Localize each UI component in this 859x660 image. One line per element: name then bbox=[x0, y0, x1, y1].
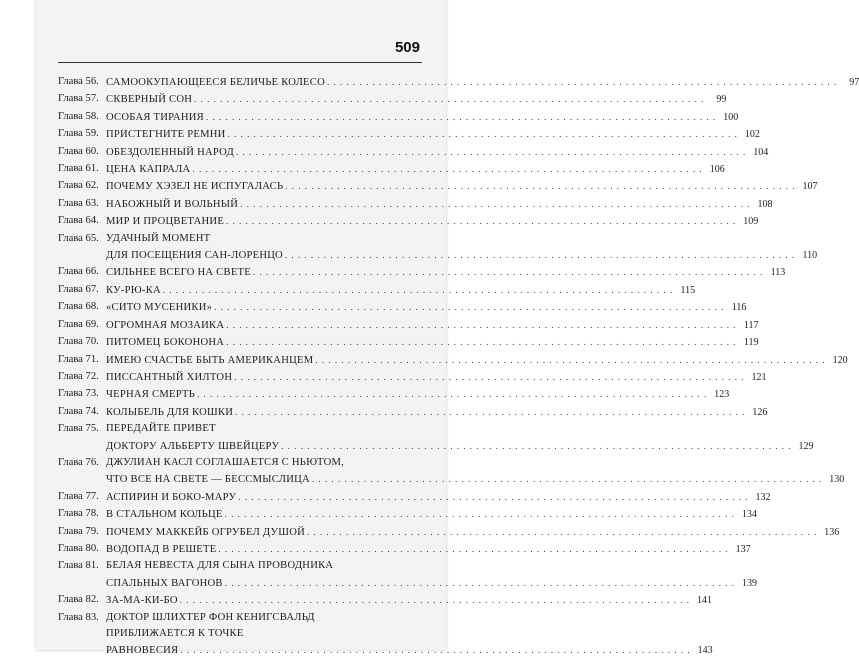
chapter-title-block bbox=[106, 196, 772, 213]
toc-entry bbox=[58, 558, 757, 592]
chapter-title-block bbox=[106, 489, 770, 506]
chapter-title: ПЕРЕДАЙТЕ ПРИВЕТ bbox=[106, 423, 216, 435]
chapter-title-line bbox=[106, 610, 713, 626]
chapter-title-line bbox=[106, 541, 751, 558]
chapter-page-number: 115 bbox=[680, 284, 696, 296]
toc-entry bbox=[58, 144, 769, 161]
chapter-label: Глава 77. bbox=[58, 490, 99, 502]
dot-leader bbox=[236, 144, 746, 160]
chapter-title-line bbox=[106, 558, 757, 574]
dot-leader bbox=[235, 404, 745, 420]
toc-entry bbox=[58, 317, 759, 334]
toc-entry bbox=[58, 282, 696, 299]
chapter-page-number: 137 bbox=[735, 543, 751, 555]
dot-leader bbox=[206, 109, 716, 125]
dot-leader bbox=[218, 541, 728, 557]
chapter-label: Глава 79. bbox=[58, 525, 99, 537]
chapter-title: АСПИРИН И БОКО-МАРУ bbox=[106, 491, 237, 503]
chapter-title-line bbox=[106, 404, 767, 421]
chapter-title-block bbox=[106, 74, 859, 91]
dot-leader bbox=[281, 438, 791, 454]
dot-leader bbox=[315, 352, 825, 368]
chapter-title-line bbox=[106, 592, 712, 609]
dot-leader bbox=[238, 489, 748, 505]
chapter-label: Глава 61. bbox=[58, 163, 99, 175]
chapter-title-block bbox=[106, 421, 813, 455]
chapter-page-number: 108 bbox=[757, 198, 773, 210]
chapter-title: ЗА-МА-КИ-БО bbox=[106, 595, 178, 607]
chapter-title-block bbox=[106, 352, 848, 369]
chapter-title: ДОКТОРУ АЛЬБЕРТУ ШВЕЙЦЕРУ bbox=[106, 440, 280, 452]
toc-entry bbox=[58, 369, 767, 386]
toc-entry bbox=[58, 126, 760, 143]
chapter-title: ИМЕЮ СЧАСТЬЕ БЫТЬ АМЕРИКАНЦЕМ bbox=[106, 354, 314, 366]
chapter-label: Глава 64. bbox=[58, 215, 99, 227]
chapter-title-line bbox=[106, 91, 726, 108]
chapter-label: Глава 74. bbox=[58, 405, 99, 417]
chapter-title: ПРИБЛИЖАЕТСЯ К ТОЧКЕ bbox=[106, 628, 244, 639]
chapter-title-line bbox=[106, 282, 695, 299]
chapter-page-number: 100 bbox=[723, 111, 739, 123]
chapter-page-number: 102 bbox=[744, 129, 760, 141]
chapter-label: Глава 70. bbox=[58, 336, 99, 348]
toc-entry bbox=[58, 592, 712, 609]
toc-entry bbox=[58, 610, 713, 660]
dot-leader bbox=[226, 334, 736, 350]
chapter-title-line bbox=[106, 299, 746, 316]
chapter-title-line bbox=[106, 352, 848, 369]
chapter-title-line bbox=[106, 626, 713, 642]
chapter-title-line bbox=[106, 178, 818, 195]
chapter-label: Глава 57. bbox=[58, 93, 99, 105]
dot-leader bbox=[225, 575, 735, 591]
dot-leader bbox=[192, 161, 702, 177]
chapter-title-line bbox=[106, 524, 839, 541]
chapter-title: ПИССАНТНЫЙ ХИЛТОН bbox=[106, 371, 233, 383]
toc-entry bbox=[58, 178, 818, 195]
chapter-label: Глава 58. bbox=[58, 110, 99, 122]
dot-leader bbox=[228, 126, 738, 142]
chapter-page-number: 97 bbox=[849, 77, 859, 88]
chapter-label: Глава 67. bbox=[58, 283, 99, 295]
chapter-title-block bbox=[106, 558, 757, 592]
chapter-title-block bbox=[106, 334, 758, 351]
chapter-title: САМООКУПАЮЩЕЕСЯ БЕЛИЧЬЕ КОЛЕСО bbox=[106, 77, 325, 88]
chapter-title: ОБЕЗДОЛЕННЫЙ НАРОД bbox=[106, 146, 235, 158]
chapter-label: Глава 82. bbox=[58, 594, 99, 606]
chapter-page-number: 141 bbox=[697, 595, 712, 607]
chapter-title-line bbox=[106, 109, 738, 126]
chapter-title: ЧТО ВСЕ НА СВЕТЕ — БЕССМЫСЛИЦА bbox=[106, 474, 310, 486]
chapter-page-number: 136 bbox=[824, 526, 840, 538]
chapter-title-block bbox=[106, 386, 729, 403]
chapter-label: Глава 83. bbox=[58, 611, 99, 623]
toc-entry bbox=[58, 404, 768, 421]
chapter-title: «СИТО МУСЕНИКИ» bbox=[106, 302, 213, 314]
chapter-title-block bbox=[106, 506, 757, 523]
chapter-title-line bbox=[106, 471, 844, 488]
chapter-page-number: 116 bbox=[731, 302, 747, 314]
toc-entry bbox=[58, 352, 848, 369]
chapter-title: В СТАЛЬНОМ КОЛЬЦЕ bbox=[106, 509, 223, 521]
chapter-title: НАБОЖНЫЙ И ВОЛЬНЫЙ bbox=[106, 198, 239, 210]
chapter-page-number: 139 bbox=[742, 577, 757, 589]
chapter-title-block bbox=[106, 404, 767, 421]
chapter-title-line bbox=[106, 144, 768, 161]
chapter-title-line bbox=[106, 506, 757, 523]
chapter-title: РАВНОВЕСИЯ bbox=[106, 645, 179, 657]
chapter-page-number: 121 bbox=[751, 371, 767, 383]
dot-leader bbox=[197, 386, 707, 402]
chapter-page-number: 120 bbox=[832, 354, 848, 366]
toc-entry bbox=[58, 524, 840, 541]
chapter-title-line bbox=[106, 161, 725, 178]
dot-leader bbox=[163, 282, 673, 298]
chapter-title-block bbox=[106, 299, 746, 316]
chapter-title-block bbox=[106, 541, 751, 558]
chapter-title: ВОДОПАД В РЕШЕТЕ bbox=[106, 543, 217, 555]
toc-entry bbox=[58, 541, 751, 558]
chapter-page-number: 129 bbox=[798, 440, 814, 452]
chapter-title-block bbox=[106, 455, 844, 489]
chapter-title-line bbox=[106, 334, 758, 351]
chapter-title: КУ-РЮ-КА bbox=[106, 284, 161, 296]
chapter-label: Глава 65. bbox=[58, 232, 99, 244]
chapter-title-line bbox=[106, 264, 785, 281]
chapter-title-line bbox=[106, 74, 859, 91]
dot-leader bbox=[234, 369, 744, 385]
chapter-title: СКВЕРНЫЙ СОН bbox=[106, 94, 193, 106]
chapter-title-line bbox=[106, 213, 758, 230]
chapter-title: ПОЧЕМУ ХЭЗЕЛ НЕ ИСПУГАЛАСЬ bbox=[106, 181, 284, 193]
chapter-title-block bbox=[106, 317, 759, 334]
chapter-page-number: 117 bbox=[743, 319, 759, 331]
chapter-title-block bbox=[106, 524, 839, 541]
toc-entry bbox=[58, 109, 739, 126]
dot-leader bbox=[312, 471, 822, 487]
chapter-title-line bbox=[106, 247, 817, 264]
chapter-title-line bbox=[106, 421, 813, 437]
chapter-label: Глава 78. bbox=[58, 508, 99, 520]
chapter-title: ОГРОМНАЯ МОЗАИКА bbox=[106, 319, 225, 331]
toc-entry bbox=[58, 74, 859, 91]
chapter-title-block bbox=[106, 91, 726, 108]
dot-leader bbox=[307, 524, 817, 540]
toc-entry bbox=[58, 196, 773, 213]
chapter-page-number: 123 bbox=[714, 389, 730, 401]
chapter-page-number: 130 bbox=[829, 474, 845, 486]
table-of-contents bbox=[58, 74, 859, 660]
toc-entry bbox=[58, 213, 759, 230]
chapter-title: ПРИСТЕГНИТЕ РЕМНИ bbox=[106, 129, 226, 141]
chapter-title: ЧЕРНАЯ СМЕРТЬ bbox=[106, 389, 196, 401]
toc-entry bbox=[58, 455, 845, 489]
chapter-title-line bbox=[106, 575, 757, 592]
chapter-title-block bbox=[106, 610, 713, 660]
chapter-label: Глава 62. bbox=[58, 180, 99, 192]
dot-leader bbox=[180, 642, 690, 658]
dot-leader bbox=[327, 74, 837, 90]
dot-leader bbox=[285, 178, 795, 194]
chapter-page-number: 143 bbox=[697, 645, 713, 657]
dot-leader bbox=[226, 213, 736, 229]
chapter-title: ОСОБАЯ ТИРАНИЯ bbox=[106, 111, 204, 123]
chapter-title-line bbox=[106, 196, 772, 213]
chapter-label: Глава 71. bbox=[58, 353, 99, 365]
book-page bbox=[36, 0, 859, 657]
chapter-label: Глава 59. bbox=[58, 128, 99, 140]
toc-entry bbox=[58, 299, 747, 316]
chapter-title: ДОКТОР ШЛИХТЕР ФОН КЕНИГСВАЛЬД bbox=[106, 611, 315, 623]
chapter-title-block bbox=[106, 109, 738, 126]
dot-leader bbox=[214, 299, 724, 315]
chapter-label: Глава 80. bbox=[58, 542, 99, 554]
dot-leader bbox=[253, 264, 763, 280]
chapter-label: Глава 66. bbox=[58, 266, 99, 278]
chapter-title-block bbox=[106, 282, 695, 299]
chapter-label: Глава 68. bbox=[58, 301, 99, 313]
dot-leader bbox=[226, 317, 736, 333]
chapter-page-number: 113 bbox=[770, 267, 786, 279]
chapter-title-line bbox=[106, 369, 766, 386]
dot-leader bbox=[194, 91, 704, 107]
chapter-title-line bbox=[106, 489, 770, 506]
chapter-title-block bbox=[106, 592, 712, 609]
dot-leader bbox=[240, 196, 750, 212]
toc-entry bbox=[58, 506, 757, 523]
chapter-title-block bbox=[106, 213, 758, 230]
chapter-title: ЦЕНА КАПРАЛА bbox=[106, 164, 191, 176]
chapter-page-number: 104 bbox=[753, 146, 769, 158]
chapter-title-block bbox=[106, 126, 760, 143]
chapter-title-block bbox=[106, 369, 766, 386]
chapter-title-line bbox=[106, 231, 817, 247]
chapter-title-line bbox=[106, 438, 813, 455]
dot-leader bbox=[285, 247, 795, 263]
toc-entry bbox=[58, 264, 786, 281]
chapter-title: СПАЛЬНЫХ ВАГОНОВ bbox=[106, 577, 223, 589]
chapter-title-block bbox=[106, 264, 785, 281]
chapter-page-number: 134 bbox=[741, 509, 757, 521]
chapter-page-number: 110 bbox=[802, 250, 818, 262]
chapter-title-line bbox=[106, 455, 844, 471]
chapter-label: Глава 73. bbox=[58, 388, 99, 400]
dot-leader bbox=[180, 592, 690, 608]
chapter-page-number: 132 bbox=[755, 491, 771, 503]
chapter-page-number: 99 bbox=[716, 94, 727, 106]
chapter-label: Глава 75. bbox=[58, 423, 99, 435]
chapter-label: Глава 81. bbox=[58, 560, 99, 572]
chapter-page-number: 119 bbox=[743, 337, 759, 349]
chapter-title-line bbox=[106, 642, 713, 659]
chapter-title: ПИТОМЕЦ БОКОНОНА bbox=[106, 337, 225, 349]
chapter-title-block bbox=[106, 144, 768, 161]
chapter-title: БЕЛАЯ НЕВЕСТА ДЛЯ СЫНА ПРОВОДНИКА bbox=[106, 560, 334, 572]
chapter-label: Глава 63. bbox=[58, 197, 99, 209]
page-number: 509 bbox=[394, 39, 420, 56]
dot-leader bbox=[225, 506, 735, 522]
toc-entry bbox=[58, 421, 814, 455]
chapter-label: Глава 60. bbox=[58, 145, 99, 157]
header-rule bbox=[58, 62, 422, 63]
chapter-title: ДЛЯ ПОСЕЩЕНИЯ САН-ЛОРЕНЦО bbox=[106, 250, 283, 262]
chapter-page-number: 107 bbox=[802, 181, 818, 193]
toc-entry bbox=[58, 489, 771, 506]
chapter-title: ДЖУЛИАН КАСЛ СОГЛАШАЕТСЯ С НЬЮТОМ, bbox=[106, 456, 345, 468]
chapter-title-block bbox=[106, 231, 817, 265]
chapter-title: СИЛЬНЕЕ ВСЕГО НА СВЕТЕ bbox=[106, 267, 251, 279]
chapter-page-number: 106 bbox=[709, 164, 725, 176]
toc-entry bbox=[58, 161, 725, 178]
chapter-title-line bbox=[106, 126, 760, 143]
chapter-label: Глава 72. bbox=[58, 370, 99, 382]
chapter-title: ПОЧЕМУ МАККЕЙБ ОГРУБЕЛ ДУШОЙ bbox=[106, 526, 306, 538]
toc-entry bbox=[58, 91, 727, 108]
chapter-title-line bbox=[106, 386, 729, 403]
chapter-title: МИР И ПРОЦВЕТАНИЕ bbox=[106, 216, 225, 228]
chapter-label: Глава 56. bbox=[58, 76, 99, 87]
chapter-label: Глава 69. bbox=[58, 318, 99, 330]
toc-entry bbox=[58, 334, 759, 351]
chapter-title: УДАЧНЫЙ МОМЕНТ bbox=[106, 232, 211, 244]
chapter-page-number: 126 bbox=[752, 406, 768, 418]
chapter-title: КОЛЫБЕЛЬ ДЛЯ КОШКИ bbox=[106, 406, 234, 418]
chapter-page-number: 109 bbox=[743, 216, 759, 228]
chapter-title-block bbox=[106, 178, 818, 195]
chapter-label: Глава 76. bbox=[58, 456, 99, 468]
toc-entry bbox=[58, 386, 730, 403]
chapter-title-block bbox=[106, 161, 725, 178]
toc-entry bbox=[58, 231, 818, 265]
chapter-title-line bbox=[106, 317, 759, 334]
